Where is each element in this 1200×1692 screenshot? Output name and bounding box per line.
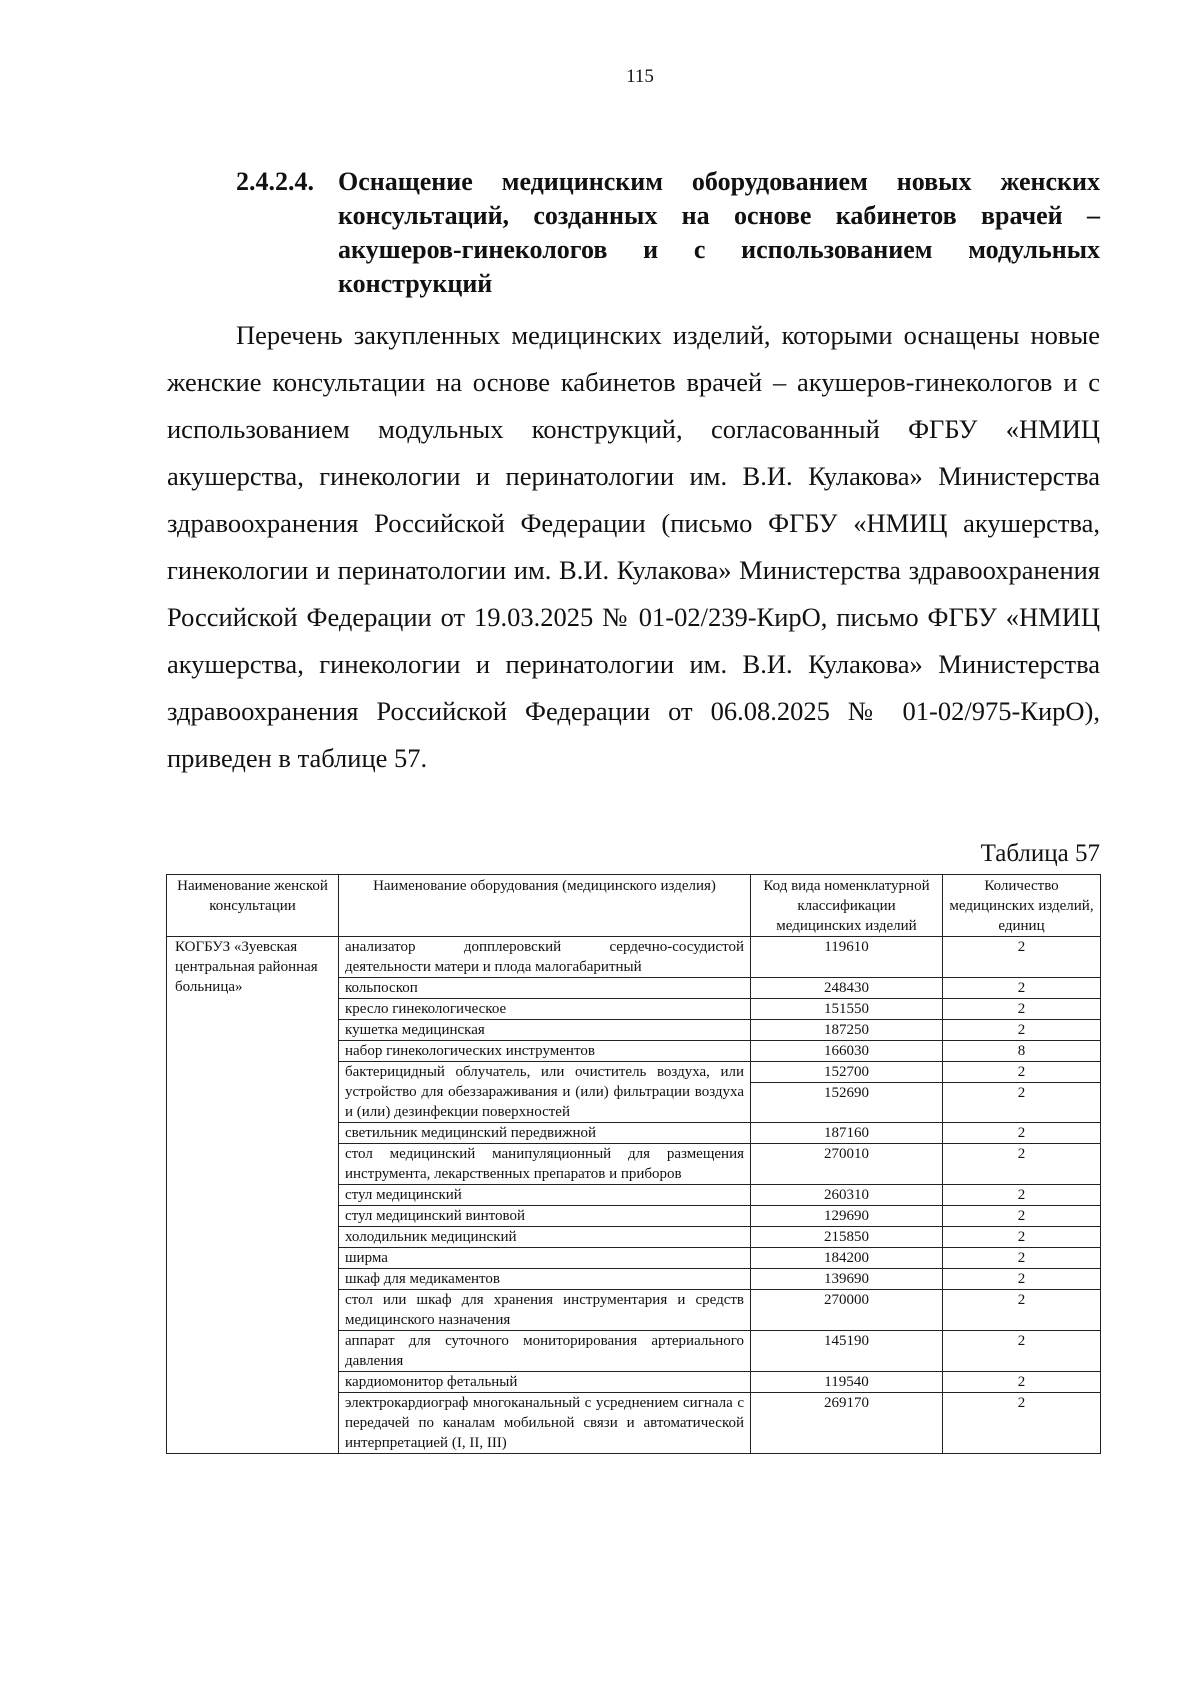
code-value: 152700 xyxy=(751,1062,942,1083)
code-cell: 187160 xyxy=(751,1123,943,1144)
equipment-name-cell: кольпоскоп xyxy=(339,978,751,999)
quantity-cell: 2 xyxy=(943,1393,1101,1454)
quantity-cell: 2 xyxy=(943,999,1101,1020)
quantity-cell: 2 xyxy=(943,937,1101,978)
quantity-cell: 2 xyxy=(943,1248,1101,1269)
equipment-name-cell: кресло гинекологическое xyxy=(339,999,751,1020)
equipment-name-cell: стул медицинский xyxy=(339,1185,751,1206)
quantity-cell: 2 xyxy=(943,1227,1101,1248)
quantity-cell: 2 xyxy=(943,978,1101,999)
section-heading xyxy=(236,165,1100,301)
equipment-name-cell: набор гинекологических инструментов xyxy=(339,1041,751,1062)
code-cell: 166030 xyxy=(751,1041,943,1062)
quantity-cell: 2 xyxy=(943,1123,1101,1144)
header-equipment: Наименование оборудования (медицинского изделия) xyxy=(339,875,751,937)
quantity-cell: 2 xyxy=(943,1290,1101,1331)
code-cell: 119610 xyxy=(751,937,943,978)
code-cell: 151550 xyxy=(751,999,943,1020)
code-cell: 119540 xyxy=(751,1372,943,1393)
code-value: 152690 xyxy=(824,1085,869,1101)
equipment-name-cell: кушетка медицинская xyxy=(339,1020,751,1041)
quantity-cell: 2 xyxy=(943,1144,1101,1185)
quantity-value: 2 xyxy=(943,1062,1100,1083)
equipment-name-cell: шкаф для медикаментов xyxy=(339,1269,751,1290)
quantity-cell: 2 xyxy=(943,1269,1101,1290)
quantity-cell xyxy=(943,1062,1101,1123)
page-number: 115 xyxy=(626,66,654,87)
clinic-name-cell: КОГБУЗ «Зуевская центральная районная больница» xyxy=(167,937,339,1454)
equipment-name-cell: холодильник медицинский xyxy=(339,1227,751,1248)
code-cell: 270010 xyxy=(751,1144,943,1185)
equipment-name-cell: стол медицинский манипуляционный для размещения инструмента, лекарственных препаратов и приборов xyxy=(339,1144,751,1185)
code-cell: 260310 xyxy=(751,1185,943,1206)
quantity-value: 2 xyxy=(1017,1085,1026,1101)
quantity-cell: 2 xyxy=(943,1372,1101,1393)
code-cell: 270000 xyxy=(751,1290,943,1331)
header-clinic: Наименование женской консультации xyxy=(167,875,339,937)
equipment-name-cell: кардиомонитор фетальный xyxy=(339,1372,751,1393)
table-row xyxy=(167,937,1101,978)
code-cell: 269170 xyxy=(751,1393,943,1454)
quantity-cell: 8 xyxy=(943,1041,1101,1062)
table-header-row xyxy=(167,875,1101,937)
equipment-name-cell: электрокардиограф многоканальный с усреднением сигнала с передачей по каналам мобильной связи и автоматической интерпретацией (I, II, III) xyxy=(339,1393,751,1454)
equipment-name-cell: светильник медицинский передвижной xyxy=(339,1123,751,1144)
equipment-name-cell: бактерицидный облучатель, или очиститель воздуха, или устройство для обеззараживания и (или) фильтрации воздуха и (или) дезинфекции поверхностей xyxy=(339,1062,751,1123)
code-cell: 184200 xyxy=(751,1248,943,1269)
quantity-cell: 2 xyxy=(943,1331,1101,1372)
equipment-name-cell: анализатор допплеровский сердечно-сосудистой деятельности матери и плода малогабаритный xyxy=(339,937,751,978)
code-cell: 139690 xyxy=(751,1269,943,1290)
table-caption: Таблица 57 xyxy=(980,840,1100,867)
equipment-name-cell: аппарат для суточного мониторирования артериального давления xyxy=(339,1331,751,1372)
code-cell: 215850 xyxy=(751,1227,943,1248)
intro-paragraph: Перечень закупленных медицинских изделий, которыми оснащены новые женские консультации на основе кабинетов врачей – акушеров-гинекологов и с использованием модульных конструкций, согласованный ФГБУ «НМИЦ акушерства, гинекологии и перинатологии им. В.И. Кулакова» Министерства здравоохранения Российской Федерации (письмо ФГБУ «НМИЦ акушерства, гинекологии и перинатологии им. В.И. Кулакова» Министерства здравоохранения Российской Федерации от 19.03.2025 № 01-02/239-КирО, письмо ФГБУ «НМИЦ акушерства, гинекологии и перинатологии им. В.И. Кулакова» Министерства здравоохранения Российской Федерации от 06.08.2025 № 01-02/975-КирО), приведен в таблице 57. xyxy=(167,320,1100,773)
section-title: Оснащение медицинским оборудованием новых женских консультаций, созданных на основе кабинетов врачей – акушеров-гинекологов и с использованием модульных конструкций xyxy=(338,167,1100,298)
equipment-name-cell: стул медицинский винтовой xyxy=(339,1206,751,1227)
quantity-cell: 2 xyxy=(943,1020,1101,1041)
quantity-cell: 2 xyxy=(943,1185,1101,1206)
code-cell: 145190 xyxy=(751,1331,943,1372)
code-cell xyxy=(751,1062,943,1123)
header-quantity: Количество медицинских изделий, единиц xyxy=(943,875,1101,937)
code-cell: 187250 xyxy=(751,1020,943,1041)
equipment-table xyxy=(166,874,1101,1454)
quantity-cell: 2 xyxy=(943,1206,1101,1227)
code-cell: 248430 xyxy=(751,978,943,999)
table-body xyxy=(167,937,1101,1454)
header-code: Код вида номенклатурной классификации медицинских изделий xyxy=(751,875,943,937)
equipment-name-cell: ширма xyxy=(339,1248,751,1269)
section-number: 2.4.2.4. xyxy=(236,167,314,196)
code-cell: 129690 xyxy=(751,1206,943,1227)
equipment-name-cell: стол или шкаф для хранения инструментария и средств медицинского назначения xyxy=(339,1290,751,1331)
